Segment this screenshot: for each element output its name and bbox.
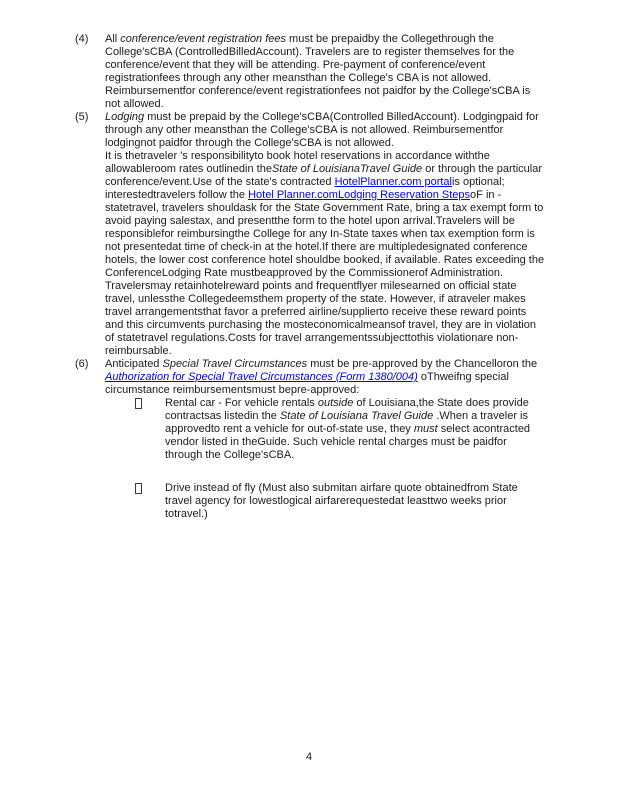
item-content (105, 358, 545, 521)
paragraph (105, 111, 545, 150)
text-run: or through the particular conference/event.Use of the state's contracted (105, 163, 543, 188)
page-number: 4 (305, 751, 313, 763)
text-run: It is thetraveler 's responsibilityto book hotel reservations in accordance withthe allowableroom rates outlinedin the (105, 150, 490, 175)
hyperlink[interactable]: HotelPlanner.com portal (334, 176, 452, 188)
text-run: select acontracted vendor listed in theGuide. Such vehicle rental charges must be paidfor through the College'sCBA. (165, 423, 531, 461)
text-run: Rental car - For vehicle rentals (165, 397, 318, 409)
text-run: .When a traveler is approvedto rent a vehicle for out-of-state use, they (165, 410, 528, 435)
text-run: must be prepaidby the Collegethrough the College'sCBA (ControlledBilledAccount). Travelers are to register themselves for the conference/event that they will be attending. Pre-payment of conference/event registrationfees through any other meansthan the College's CBA is not allowed. Reimbursementfor conference/event registrationfees not paidfor by the College'sCBA is not allowed. (105, 33, 531, 110)
text-run: Special Travel Circumstances (162, 358, 308, 370)
text-run: State of LouisianaTravel Guide (271, 163, 423, 175)
text-run: oF in -statetravel, travelers shouldask for the State Government Rate, bring a tax exempt form to avoid paying salestax, and presentthe form to the hotel upon arrival.Travelers will be responsiblefor reimbursingthe College for any In-State taxes when tax exemption form is not presentedat time of check-in at the hotel.If there are multipledesignated conference hotels, the lower cost conference hotel shouldbe booked, if available. Rates exceeding the ConferenceLodging Rate mustbeapproved by the Commissionerof Administration. (105, 189, 545, 279)
text-body (75, 33, 547, 521)
paragraph (105, 150, 545, 280)
hyperlink[interactable]: Authorization for Special Travel Circumstances (Form 1380/004) (105, 371, 418, 383)
text-run: oThweifng special circumstance reimbursementsmust bepre-approved: (105, 371, 509, 396)
paragraph (165, 397, 545, 462)
item-number: (6) (75, 358, 89, 370)
text-run: outside (317, 397, 354, 409)
paragraph (105, 33, 545, 111)
item-content (105, 111, 545, 358)
paragraph (105, 280, 545, 358)
bullet-icon (135, 398, 142, 409)
text-run: must be prepaid by the College'sCBA(Controlled BilledAccount). Lodgingpaid for through any other meansthan the College'sCBA is not allowed. Reimbursementfor lodgingnot paidfor through the College'sCBA is not allowed. (105, 111, 539, 149)
bullet-icon (135, 483, 142, 494)
list-item (135, 482, 545, 521)
text-run: Lodging (105, 111, 145, 123)
text-run: must be pre-approved by the Chancelloron the (307, 358, 538, 370)
numbered-item-6 (75, 358, 547, 521)
text-run: Drive instead of fly (Must also submitan airfare quote obtainedfrom State travel agency for lowestlogical airfarerequestedat leasttwo weeks prior totravel.) (165, 482, 518, 520)
paragraph (165, 482, 545, 521)
text-run: of Louisiana,the State does provide contractsas listedin the (165, 397, 529, 422)
text-run: All (105, 33, 121, 45)
text-run: Anticipated (105, 358, 163, 370)
hyperlink[interactable]: Hotel Planner.comLodging Reservation Steps (248, 189, 471, 201)
numbered-item-4 (75, 33, 547, 111)
bullet-cell (135, 482, 165, 521)
bullet-cell (135, 397, 165, 462)
item-number: (5) (75, 111, 89, 123)
item-content (105, 33, 545, 111)
text-run: conference/event registration fees (120, 33, 286, 45)
text-run: must (413, 423, 438, 435)
text-run: Travelersmay retainhotelreward points and frequentflyer milesearned on official state travel, unlessthe Collegedeemsthem property of the state. However, if atraveler makes travel arrangementsthat favor a preferred airline/supplierto receive these reward points and this circumvents purchasing the mosteconomicalmeansof travel, they are in violation of statetravel regulations.Costs for travel arrangementssubjecttothis violationare non-reimbursable. (105, 280, 537, 357)
text-run: is optional; interestedtravelers follow the (105, 176, 505, 201)
numbered-item-5 (75, 111, 547, 358)
paragraph (105, 358, 545, 397)
item-number: (4) (75, 33, 89, 45)
list-item (135, 397, 545, 462)
text-run: State of Louisiana Travel Guide (279, 410, 434, 422)
